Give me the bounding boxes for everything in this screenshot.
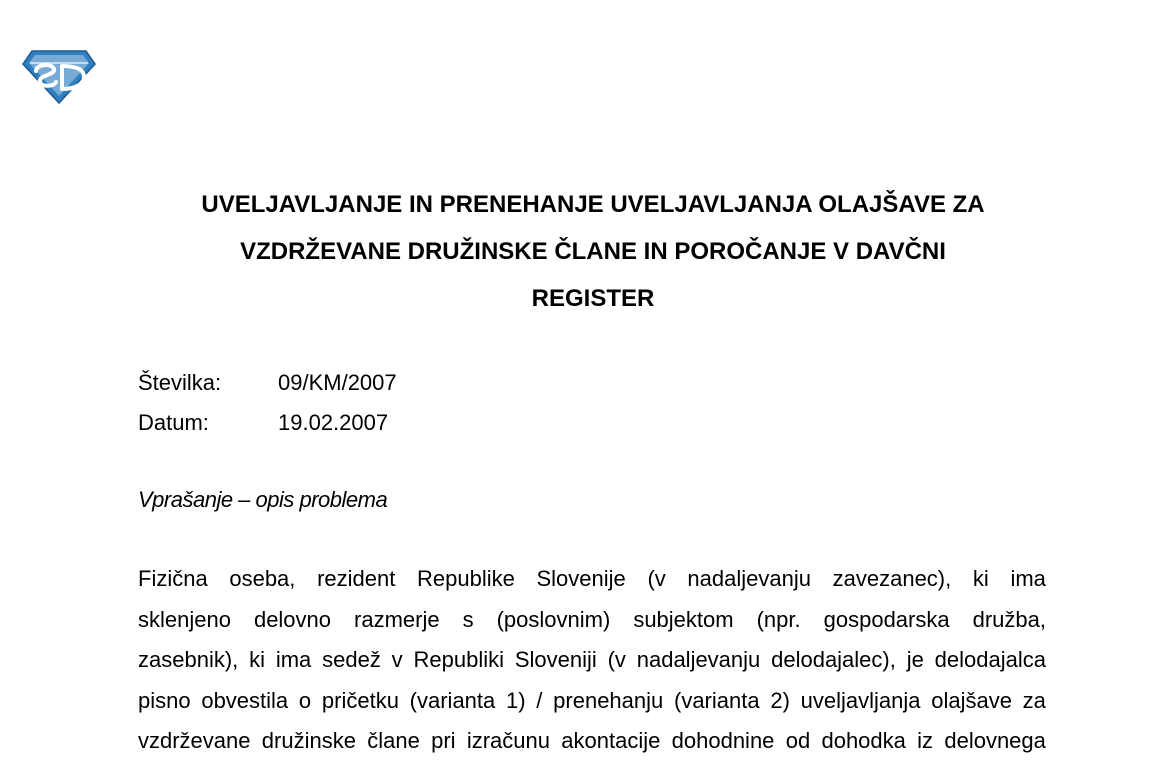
company-logo bbox=[22, 49, 96, 105]
paragraph-line-4: pisno obvestila o pričetku (varianta 1) / prenehanju (varianta 2) uveljavljanja olajšave za bbox=[138, 687, 1046, 713]
meta-row-date bbox=[138, 403, 397, 443]
meta-row-number bbox=[138, 363, 397, 403]
date-label: Datum: bbox=[138, 410, 209, 435]
paragraph-line-1: Fizična oseba, rezident Republike Slovenije (v nadaljevanju zavezanec), ki ima bbox=[138, 566, 1046, 591]
date-value: 19.02.2007 bbox=[278, 410, 389, 435]
title-line-1: UVELJAVLJANJE IN PRENEHANJE UVELJAVLJANJA OLAJŠAVE ZA bbox=[201, 191, 985, 218]
number-value: 09/KM/2007 bbox=[278, 370, 397, 395]
title-line-2: VZDRŽEVANE DRUŽINSKE ČLANE IN POROČANJE V DAVČNI bbox=[240, 238, 946, 265]
title-line-3: REGISTER bbox=[531, 285, 655, 312]
document-meta bbox=[138, 363, 397, 443]
document-title bbox=[120, 181, 1066, 322]
body-paragraph bbox=[138, 559, 1046, 762]
paragraph-line-5: vzdrževane družinske člane pri izračunu akontacije dohodnine od dohodka iz delovnega bbox=[138, 728, 1046, 753]
number-label: Številka: bbox=[138, 370, 222, 395]
section-heading: Vprašanje – opis problema bbox=[138, 487, 388, 512]
sd-shield-logo-icon bbox=[22, 49, 96, 105]
paragraph-line-3: zasebnik), ki ima sedež v Republiki Sloveniji (v nadaljevanju delodajalec), je delodajalca bbox=[138, 647, 1046, 672]
paragraph-line-2: sklenjeno delovno razmerje s (poslovnim) subjektom (npr. gospodarska družba, bbox=[138, 606, 1046, 632]
